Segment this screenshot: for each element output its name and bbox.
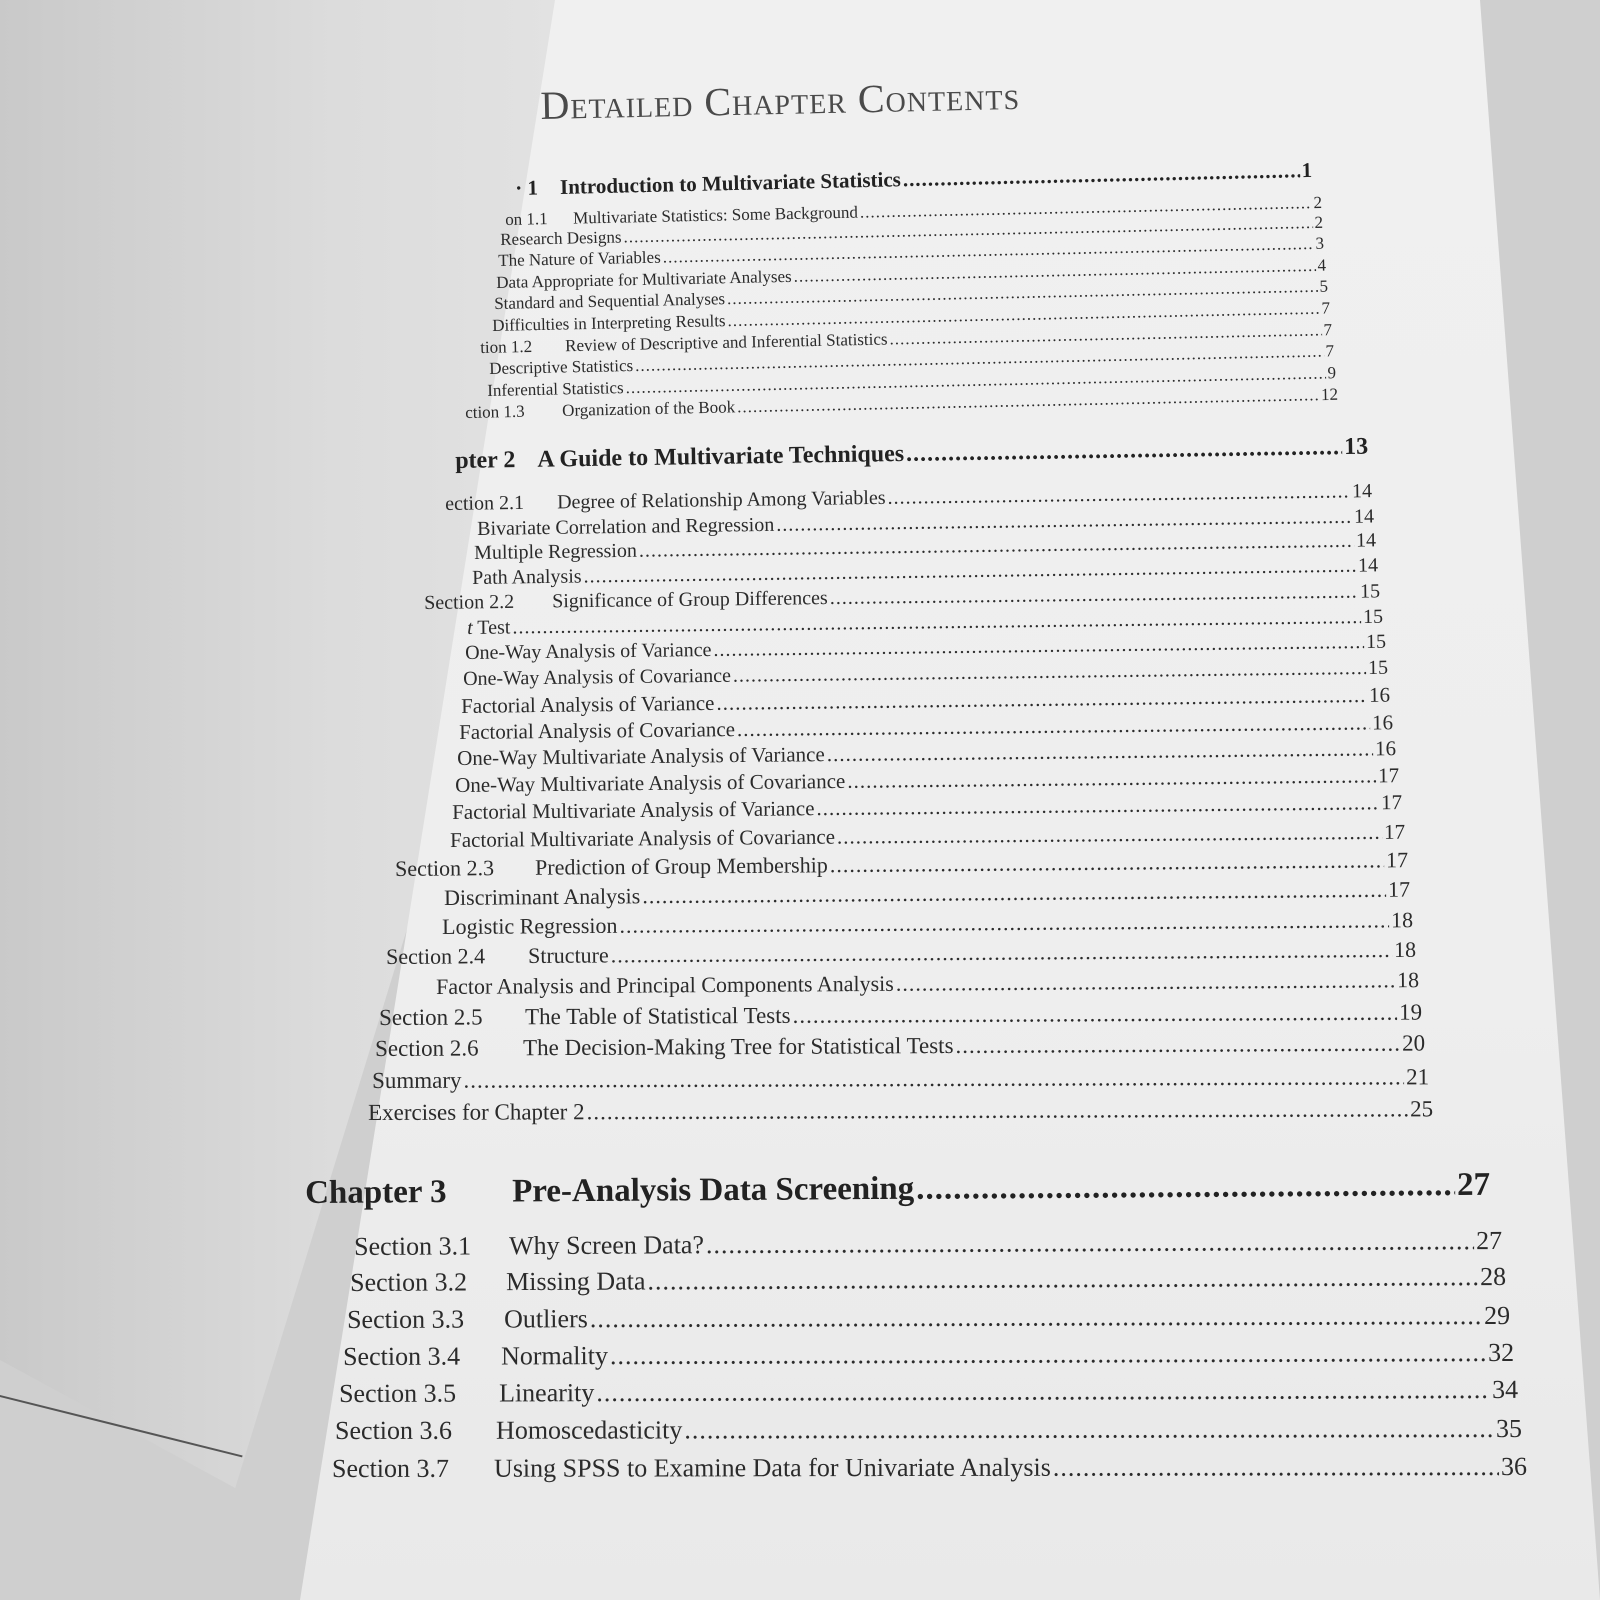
page-number: 17 <box>1377 763 1400 788</box>
page-number: 17 <box>1385 847 1409 873</box>
entry-title: Bivariate Correlation and Regression <box>477 513 775 540</box>
entry-title: The Decision-Making Tree for Statistical Tests <box>522 1032 954 1061</box>
dot-leader <box>684 1414 1494 1445</box>
dot-leader <box>611 937 1393 968</box>
page-number: 12 <box>1320 384 1339 405</box>
page-number: 18 <box>1396 967 1420 993</box>
entry-title: t Test <box>467 616 511 639</box>
page-number: 25 <box>1409 1096 1434 1122</box>
section-number: ction 1.3 <box>465 401 525 422</box>
toc-entry <box>350 1262 1506 1298</box>
dot-leader <box>610 1338 1486 1371</box>
entry-title: Degree of Relationship Among Variables <box>556 486 886 514</box>
entry-title: Data Appropriate for Multivariate Analyses <box>496 266 792 292</box>
entry-title: The Table of Statistical Tests <box>524 1002 791 1030</box>
page-number: 17 <box>1380 790 1403 815</box>
page-number: 5 <box>1319 276 1329 296</box>
entry-title: Significance of Group Differences <box>551 587 828 613</box>
chapter-number: Chapter 3 <box>305 1174 447 1211</box>
page-number: 21 <box>1405 1064 1430 1090</box>
entry-title: Discriminant Analysis <box>444 883 641 910</box>
entry-title: Standard and Sequential Analyses <box>494 289 726 313</box>
page-number: 15 <box>1359 580 1381 603</box>
page-number: 4 <box>1317 255 1327 275</box>
entry-title: One-Way Multivariate Analysis of Covariance <box>455 768 846 797</box>
page-number: 7 <box>1323 320 1333 340</box>
dot-leader <box>916 1167 1455 1208</box>
page-number: 2 <box>1314 212 1324 232</box>
dot-leader <box>955 1031 1400 1059</box>
entry-title: Multiple Regression <box>474 539 638 564</box>
page-number: 7 <box>1321 298 1331 318</box>
page-number: 27 <box>1456 1166 1491 1203</box>
entry-title: Homoscedasticity <box>495 1415 683 1445</box>
section-number: Section 2.2 <box>424 590 515 614</box>
dot-leader <box>619 907 1389 938</box>
entry-title: Inferential Statistics <box>487 378 624 400</box>
entry-title: Structure <box>527 942 609 969</box>
page-number: 15 <box>1367 656 1389 679</box>
toc-entry <box>339 1375 1518 1409</box>
toc-entry <box>375 1031 1425 1062</box>
chapter-title: Pre-Analysis Data Screening <box>511 1170 915 1210</box>
page-number: 16 <box>1368 682 1391 707</box>
toc-entry <box>354 1226 1502 1262</box>
page-number: 17 <box>1383 819 1406 844</box>
page-number: 14 <box>1355 529 1377 552</box>
entry-title: Factorial Multivariate Analysis of Variance <box>452 796 815 824</box>
toc-entry <box>335 1414 1522 1446</box>
dot-leader <box>830 847 1385 878</box>
page-number: 9 <box>1327 363 1337 383</box>
toc-entry <box>332 1452 1527 1484</box>
page-number: 15 <box>1365 630 1387 653</box>
toc-entry <box>368 1096 1433 1126</box>
entry-title: Prediction of Group Membership <box>534 852 828 880</box>
page-number: 20 <box>1401 1030 1426 1056</box>
page-number: 28 <box>1479 1261 1507 1292</box>
page-number: 13 <box>1343 433 1369 461</box>
section-number: Section 3.6 <box>335 1415 453 1445</box>
dot-leader <box>596 1375 1490 1408</box>
page-number: 17 <box>1387 876 1411 902</box>
section-number: Section 3.3 <box>347 1304 465 1334</box>
toc-entry <box>343 1338 1514 1372</box>
entry-title: Factorial Multivariate Analysis of Covariance <box>450 824 836 852</box>
page-number: 14 <box>1357 554 1379 577</box>
section-number: Section 3.7 <box>332 1453 450 1483</box>
section-number: Section 2.4 <box>386 943 486 969</box>
entry-title: Linearity <box>498 1378 595 1408</box>
page-number: 29 <box>1483 1300 1511 1331</box>
chapter-title: A Guide to Multivariate Techniques <box>537 440 905 473</box>
entry-title: Organization of the Book <box>561 397 736 420</box>
page-number: 27 <box>1475 1225 1503 1256</box>
page-number: 34 <box>1491 1374 1519 1404</box>
section-number: tion 1.2 <box>480 336 533 357</box>
section-number: Section 3.4 <box>343 1341 461 1371</box>
page-number: 14 <box>1351 480 1373 503</box>
entry-title: Missing Data <box>505 1266 646 1297</box>
section-number: Section 2.5 <box>379 1004 483 1030</box>
dot-leader <box>647 1262 1478 1296</box>
page-number: 18 <box>1390 907 1414 933</box>
section-number: ection 2.1 <box>445 491 525 515</box>
entry-title: Difficulties in Interpreting Results <box>492 311 726 335</box>
entry-title: Why Screen Data? <box>508 1230 705 1261</box>
section-number: Section 2.3 <box>395 855 495 881</box>
page-number: 16 <box>1371 710 1394 735</box>
page-number: 2 <box>1313 192 1323 213</box>
chapter-number: · 1 <box>515 175 539 200</box>
entry-title: Descriptive Statistics <box>489 355 634 378</box>
toc-entry <box>347 1301 1510 1335</box>
entry-title: Exercises for Chapter 2 <box>368 1099 585 1125</box>
page-number: 3 <box>1315 233 1325 253</box>
page-number: 36 <box>1500 1451 1528 1481</box>
dot-leader <box>706 1226 1474 1260</box>
entry-title: One-Way Analysis of Variance <box>465 638 712 664</box>
chapter-title: Introduction to Multivariate Statistics <box>559 167 902 199</box>
dot-leader <box>587 1096 1409 1125</box>
entry-title: The Nature of Variables <box>498 247 661 270</box>
dot-leader <box>1053 1452 1499 1483</box>
entry-title: Summary <box>372 1067 462 1093</box>
entry-title: Multivariate Statistics: Some Background <box>572 202 859 228</box>
page-number: 15 <box>1362 605 1384 629</box>
section-number: on 1.1 <box>505 209 548 229</box>
page-number: 16 <box>1374 736 1397 761</box>
entry-title: Normality <box>500 1341 608 1371</box>
entry-title: One-Way Multivariate Analysis of Variance <box>457 742 825 770</box>
entry-title: Review of Descriptive and Inferential Statistics <box>564 329 888 356</box>
entry-title: Research Designs <box>500 227 622 249</box>
entry-title: Logistic Regression <box>442 912 618 939</box>
chapter-number: pter 2 <box>455 447 516 474</box>
page-number: 7 <box>1325 341 1335 361</box>
section-number: Section 3.2 <box>350 1267 468 1297</box>
page-number: 35 <box>1495 1413 1523 1443</box>
entry-title: Path Analysis <box>472 565 582 589</box>
entry-title: One-Way Analysis of Covariance <box>463 664 732 690</box>
section-number: Section 3.1 <box>354 1231 472 1261</box>
dot-leader <box>837 820 1382 850</box>
section-number: Section 3.5 <box>339 1378 457 1408</box>
page-number: 32 <box>1487 1337 1515 1368</box>
section-number: Section 2.6 <box>375 1035 479 1061</box>
entry-title: Factorial Analysis of Variance <box>461 690 715 718</box>
entry-title: Outliers <box>503 1304 588 1334</box>
page-title: Detailed Chapter Contents <box>540 72 1021 128</box>
toc-entry <box>372 1064 1429 1094</box>
entry-title: Factor Analysis and Principal Components Analysis <box>436 970 894 999</box>
entry-title: Factorial Analysis of Covariance <box>459 717 736 744</box>
page-number: 19 <box>1398 999 1423 1025</box>
page-number: 1 <box>1301 157 1313 183</box>
dot-leader <box>463 1064 1404 1093</box>
toc-entry <box>379 1000 1422 1031</box>
dot-leader <box>792 1000 1397 1029</box>
page-number: 18 <box>1393 936 1417 962</box>
page-number: 14 <box>1353 505 1375 528</box>
dot-leader <box>590 1301 1482 1334</box>
dot-leader <box>896 967 1395 996</box>
entry-title: Using SPSS to Examine Data for Univariate Analysis <box>493 1452 1051 1483</box>
